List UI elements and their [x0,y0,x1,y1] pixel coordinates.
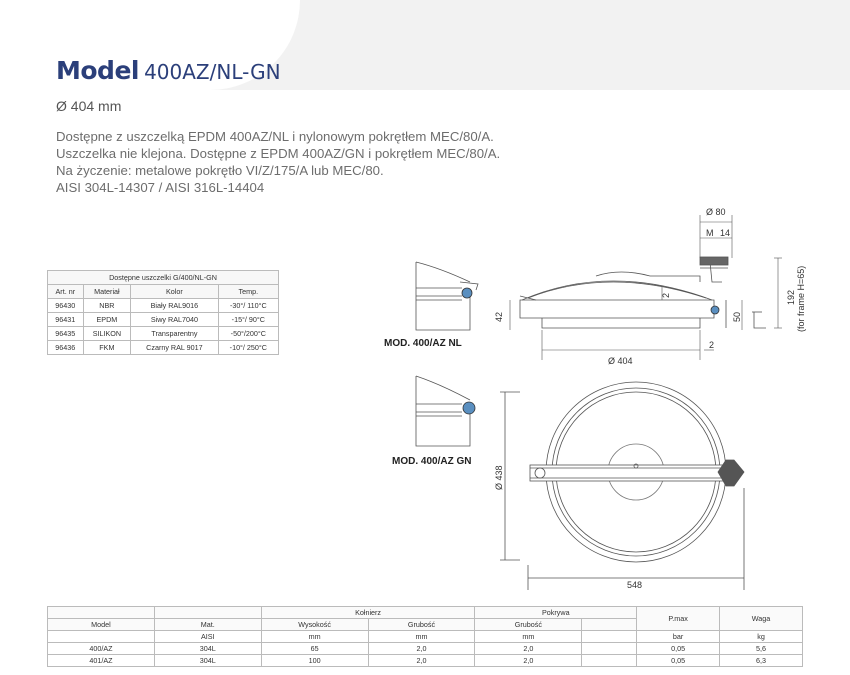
dim-42: 42 [494,311,504,322]
spec-header-wysokosc: Wysokość [261,619,368,631]
dimension-lines [510,215,782,360]
spec-header-empty [48,607,155,619]
seal-cell: 96431 [48,313,84,327]
spec-cell: 400/AZ [48,643,155,655]
diameter-text: Ø 404 mm [56,98,122,114]
spec-header-empty [582,619,637,631]
table-row [48,643,803,655]
seal-header-art: Art. nr [48,285,84,299]
label-mod-nl: MOD. 400/AZ NL [384,338,462,349]
spec-header-waga: Waga [720,607,803,631]
table-row [48,655,803,667]
seal-header-material: Materiał [83,285,131,299]
dim-50: 50 [732,311,742,322]
title-model-code: 400AZ/NL-GN [144,60,281,84]
seal-table-caption: Dostępne uszczelki G/400/NL-GN [48,271,279,285]
spec-cell: 6,3 [720,655,803,667]
spec-cell: 0,05 [637,655,720,667]
profile-detail-gn [416,376,475,446]
seal-cell: -10°/ 250°C [218,341,278,355]
description-line: Dostępne z uszczelką EPDM 400AZ/NL i nylonowym pokrętłem MEC/80/A. [56,129,494,144]
seal-cell: Siwy RAL7040 [131,313,219,327]
spec-unit: kg [720,631,803,643]
dim-80: Ø 80 [706,207,726,217]
spec-cell: 2,0 [368,643,475,655]
profile-detail-nl [416,262,478,330]
dim-2-top: 2 [661,292,671,298]
seal-cell: 96436 [48,341,84,355]
label-mod-gn: MOD. 400/AZ GN [392,456,472,467]
dim-548: 548 [627,580,643,590]
spec-header-grubosc-2: Grubość [475,619,582,631]
seal-cell: FKM [83,341,131,355]
spec-unit: bar [637,631,720,643]
title-model-word: Model [56,56,139,85]
spec-unit: mm [368,631,475,643]
spec-cell: 0,05 [637,643,720,655]
spec-cell [582,655,637,667]
spec-cell: 2,0 [475,655,582,667]
side-elevation [520,257,766,328]
spec-header-mat: Mat. [154,619,261,631]
dim-438: Ø 438 [494,465,504,490]
seal-cell: NBR [83,299,131,313]
spec-unit: AISI [154,631,261,643]
table-row [48,631,803,643]
dim-14: 14 [720,228,731,238]
seal-cell: SILIKON [83,327,131,341]
spec-cell: 65 [261,643,368,655]
spec-header-empty [154,607,261,619]
dim-M: M [706,228,714,238]
spec-header-grubosc-1: Grubość [368,619,475,631]
seal-cell: Transparentny [131,327,219,341]
seal-cell: Czarny RAL 9017 [131,341,219,355]
description-line: Uszczelka nie klejona. Dostępne z EPDM 400AZ/GN i pokrętłem MEC/80/A. [56,146,501,161]
spec-cell: 304L [154,643,261,655]
spec-cell: 304L [154,655,261,667]
dim-2-side: 2 [709,340,715,350]
spec-cell: 5,6 [720,643,803,655]
seal-header-color: Kolor [131,285,219,299]
seal-cell: 96435 [48,327,84,341]
spec-unit [48,631,155,643]
seal-cell: 96430 [48,299,84,313]
seal-cell: -15°/ 90°C [218,313,278,327]
plan-view [500,382,744,590]
spec-header-pmax: P.max [637,607,720,631]
spec-table [47,606,803,667]
seal-cell: -30°/ 110°C [218,299,278,313]
spec-group-pokrywa: Pokrywa [475,607,637,619]
seal-header-temp: Temp. [218,285,278,299]
seal-cell: EPDM [83,313,131,327]
frame-note: (for frame H=65) [796,265,806,332]
spec-cell [582,643,637,655]
seal-cell: -50°/200°C [218,327,278,341]
spec-cell: 2,0 [368,655,475,667]
description-line: AISI 304L-14307 / AISI 316L-14404 [56,180,265,195]
spec-unit: mm [261,631,368,643]
dim-404: Ø 404 [608,356,633,366]
spec-cell: 401/AZ [48,655,155,667]
seal-cell: Biały RAL9016 [131,299,219,313]
spec-cell: 100 [261,655,368,667]
spec-header-model: Model [48,619,155,631]
spec-group-kolnierz: Kołnierz [261,607,475,619]
description-line: Na życzenie: metalowe pokrętło VI/Z/175/A lub MEC/80. [56,163,384,178]
spec-unit [582,631,637,643]
dim-192: 192 [786,289,796,305]
spec-unit: mm [475,631,582,643]
spec-cell: 2,0 [475,643,582,655]
